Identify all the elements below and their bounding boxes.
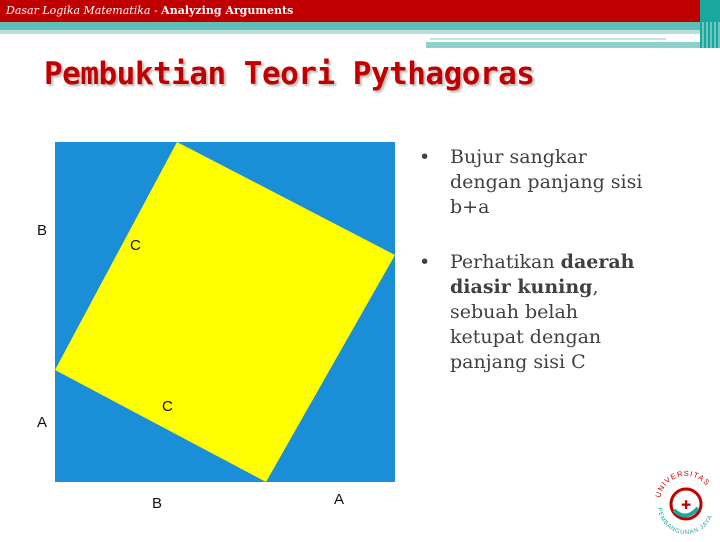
header-text: [6, 4, 293, 17]
header-strip: [0, 22, 720, 30]
bullet-item-square: [412, 145, 652, 220]
bullet-text: , sebuah belah ketupat dengan panjang sisi C: [450, 276, 602, 373]
logo-text-bottom: PEMBANGUNAN JAYA: [655, 507, 715, 537]
bullet-text: Perhatikan: [450, 251, 561, 273]
label-inner-upper: C: [130, 237, 141, 254]
svg-text:UNIVERSITAS: [653, 469, 712, 499]
header-strip-light: [0, 30, 720, 34]
header-strip-accent: [700, 22, 720, 48]
label-left-upper: B: [37, 222, 48, 239]
label-inner-lower: C: [162, 398, 173, 415]
label-bottom-left: B: [152, 495, 163, 512]
logo-text-top: UNIVERSITAS: [653, 468, 713, 499]
top-banner: [0, 0, 720, 22]
header-rule-thick: [426, 42, 720, 48]
header-separator: -: [150, 4, 162, 17]
pythagoras-diagram: [0, 120, 410, 540]
banner-accent: [700, 0, 720, 22]
header-rule: [430, 38, 666, 40]
bullet-item-rhombus: [412, 250, 652, 375]
bullet-marker: •: [419, 146, 431, 168]
diagram-svg: [0, 120, 410, 540]
label-bottom-right: A: [334, 491, 345, 508]
bullet-text-bold: daerah diasir kuning: [450, 251, 635, 298]
bullet-list: [412, 145, 652, 375]
logo-mark-icon: ✚: [680, 498, 692, 512]
university-logo: [648, 462, 720, 538]
topic-name: Analyzing Arguments: [161, 4, 294, 17]
bullet-marker: •: [419, 251, 431, 273]
bullet-text: Bujur sangkar dengan panjang sisi b+a: [450, 146, 643, 218]
page-title: Pembuktian Teori Pythagoras: [44, 56, 535, 92]
logo-svg: [648, 462, 720, 538]
course-name: Dasar Logika Matematika: [6, 4, 151, 17]
label-left-lower: A: [37, 414, 48, 431]
